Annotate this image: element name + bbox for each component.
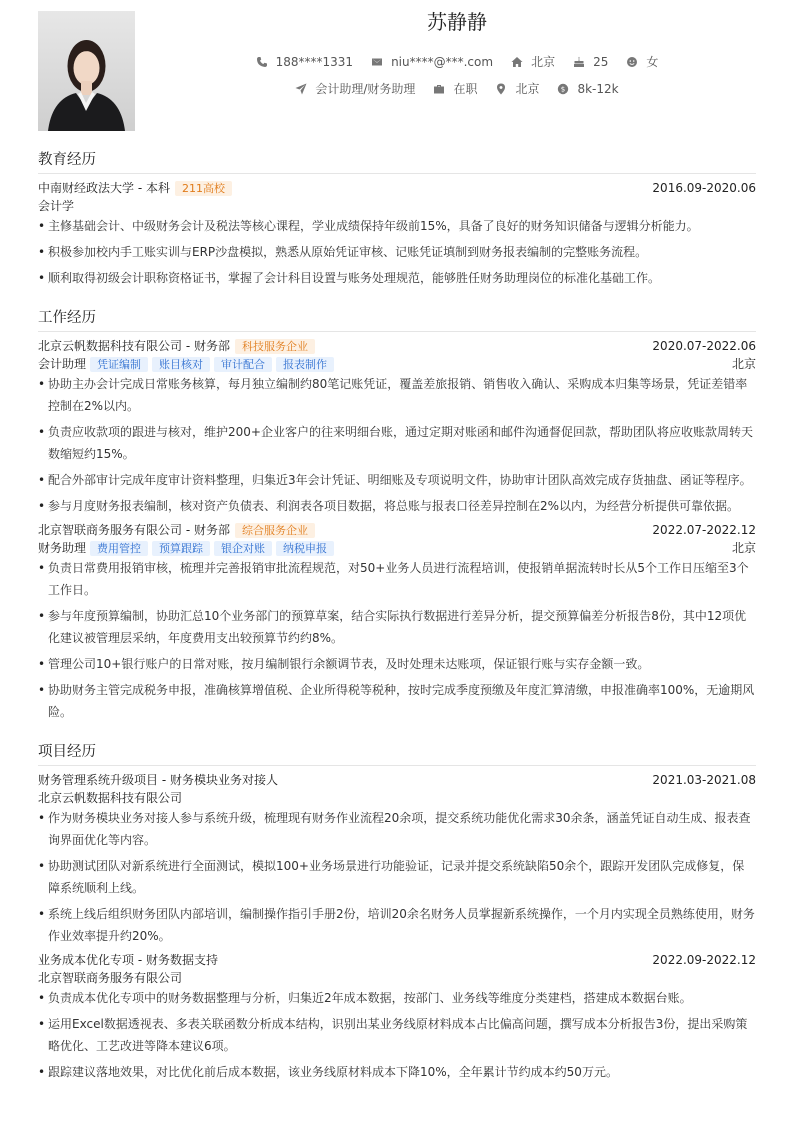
education-header xyxy=(38,180,756,196)
project-bullet: • 运用Excel数据透视表、多表关联函数分析成本结构，识别出某业务线原材料成本占比偏高问题，撰写成本分析报告3份，提出采购策略优化、工艺改进等降本建议6项。 xyxy=(38,1013,756,1057)
status-text: 在职 xyxy=(453,82,478,96)
project-dates: 2021.03-2021.08 xyxy=(652,773,756,787)
job-bullet: • 协助财务主管完成税务申报，准确核算增值税、企业所得税等税种，按时完成季度预缴及年度汇算清缴，申报准确率100%，无逾期风险。 xyxy=(38,679,756,723)
location-pin-icon xyxy=(495,83,507,95)
work-section-title: 工作经历 xyxy=(38,308,756,332)
money-icon xyxy=(557,83,569,95)
phone-icon xyxy=(256,56,268,68)
project-company: 北京云帆数据科技有限公司 xyxy=(38,791,183,805)
project-dates: 2022.09-2022.12 xyxy=(652,953,756,967)
salary-item xyxy=(557,82,618,96)
briefcase-icon xyxy=(433,83,445,95)
education-section-title: 教育经历 xyxy=(38,150,756,174)
job-bullet: • 协助主办会计完成日常账务核算，每月独立编制约80笔记账凭证，覆盖差旅报销、销售收入确认、采购成本归集等场景，凭证差错率控制在2%以内。 xyxy=(38,373,756,417)
project-bullet: • 系统上线后组织财务团队内部培训，编制操作指引手册2份，培训20余名财务人员掌握新系统操作，一个月内实现全员熟练使用，财务作业效率提升约20%。 xyxy=(38,903,756,947)
education-bullet: • 顺利取得初级会计职称资格证书，掌握了会计科目设置与账务处理规范，能够胜任财务助理岗位的标准化基础工作。 xyxy=(38,267,756,289)
company-name: 北京智联商务服务有限公司 - 财务部 xyxy=(38,523,230,537)
company-tag: 科技服务企业 xyxy=(235,339,315,354)
job-location: 北京 xyxy=(731,541,756,555)
skill-tag: 银企对账 xyxy=(214,541,272,556)
skill-tag: 纳税申报 xyxy=(276,541,334,556)
gender-item xyxy=(626,53,658,70)
project-bullet: • 负责成本优化专项中的财务数据整理与分析，归集近2年成本数据，按部门、业务线等维度分类建档，搭建成本数据台账。 xyxy=(38,987,756,1009)
city-item xyxy=(511,53,555,70)
job-intent-row xyxy=(140,80,774,97)
position-item xyxy=(295,80,415,97)
major-text: 会计学 xyxy=(38,199,75,213)
age-item xyxy=(573,55,608,69)
skill-tag: 费用管控 xyxy=(90,541,148,556)
school-tag: 211高校 xyxy=(175,181,232,196)
gender-text: 女 xyxy=(646,55,659,69)
skill-tag: 账目核对 xyxy=(152,357,210,372)
job-role: 会计助理 xyxy=(38,357,87,371)
contact-info-row xyxy=(140,53,774,70)
skill-tag: 审计配合 xyxy=(214,357,272,372)
job-role-row xyxy=(38,540,756,556)
project-section-title: 项目经历 xyxy=(38,742,756,766)
job-role: 财务助理 xyxy=(38,541,87,555)
company-name: 北京云帆数据科技有限公司 - 财务部 xyxy=(38,339,230,353)
gender-icon xyxy=(626,56,638,68)
skill-tag: 预算跟踪 xyxy=(152,541,210,556)
job-dates: 2020.07-2022.06 xyxy=(652,339,756,353)
job-bullet: • 负责应收款项的跟进与核对，维护200+企业客户的往来明细台账，通过定期对账函和邮件沟通督促回款，帮助团队将应收账款周转天数缩短约15%。 xyxy=(38,421,756,465)
email-icon xyxy=(371,56,383,68)
position-text: 会计助理/财务助理 xyxy=(315,82,416,96)
home-icon xyxy=(511,56,523,68)
education-bullet: • 主修基础会计、中级财务会计及税法等核心课程，学业成绩保持年级前15%，具备了良好的财务知识储备与逻辑分析能力。 xyxy=(38,215,756,237)
send-icon xyxy=(295,83,307,95)
project-bullet: • 跟踪建议落地效果，对比优化前后成本数据，该业务线原材料成本下降10%，全年累计节约成本约50万元。 xyxy=(38,1061,756,1083)
email-text: niu****@***.com xyxy=(391,54,494,69)
job-dates: 2022.07-2022.12 xyxy=(652,523,756,537)
education-bullet: • 积极参加校内手工账实训与ERP沙盘模拟，熟悉从原始凭证审核、记账凭证填制到财务报表编制的完整账务流程。 xyxy=(38,241,756,263)
school-name: 中南财经政法大学 - 本科 xyxy=(38,181,170,195)
target-city-text: 北京 xyxy=(515,82,540,96)
status-item xyxy=(433,80,477,97)
education-dates: 2016.09-2020.06 xyxy=(652,181,756,195)
phone-item xyxy=(256,55,353,69)
job-bullet: • 负责日常费用报销审核，梳理并完善报销审批流程规范，对50+业务人员进行流程培训，使报销单据流转时长从5个工作日压缩至3个工作日。 xyxy=(38,557,756,601)
job-role-row xyxy=(38,356,756,372)
email-item xyxy=(371,55,493,69)
project-company-row xyxy=(38,790,756,806)
salary-text: 8k-12k xyxy=(577,81,619,96)
job-header xyxy=(38,338,756,354)
project-header xyxy=(38,952,756,968)
skill-tag: 凭证编制 xyxy=(90,357,148,372)
job-header xyxy=(38,522,756,538)
job-bullet: • 参与年度预算编制，协助汇总10个业务部门的预算草案，结合实际执行数据进行差异分析，提交预算偏差分析报告8份，其中12项优化建议被管理层采纳，年度费用支出较预算节约约8%。 xyxy=(38,605,756,649)
project-bullet: • 作为财务模块业务对接人参与系统升级，梳理现有财务作业流程20余项，提交系统功能优化需求30余条，涵盖凭证自动生成、报表查询界面优化等内容。 xyxy=(38,807,756,851)
project-company-row xyxy=(38,970,756,986)
candidate-name: 苏静静 xyxy=(427,10,487,34)
company-tag: 综合服务企业 xyxy=(235,523,315,538)
education-major xyxy=(38,198,756,214)
job-bullet: • 配合外部审计完成年度审计资料整理，归集近3年会计凭证、明细账及专项说明文件，协助审计团队高效完成存货抽盘、函证等程序。 xyxy=(38,469,756,491)
phone-text: 188****1331 xyxy=(275,54,354,69)
skill-tag: 报表制作 xyxy=(276,357,334,372)
job-bullet: • 管理公司10+银行账户的日常对账，按月编制银行余额调节表，及时处理未达账项，保证银行账与实存金额一致。 xyxy=(38,653,756,675)
city-text: 北京 xyxy=(531,55,556,69)
project-company: 北京智联商务服务有限公司 xyxy=(38,971,183,985)
project-header xyxy=(38,772,756,788)
cake-icon xyxy=(573,56,585,68)
svg-text:$: $ xyxy=(561,85,566,94)
project-bullet: • 协助测试团队对新系统进行全面测试，模拟100+业务场景进行功能验证，记录并提交系统缺陷50余个，跟踪开发团队完成修复，保障系统顺利上线。 xyxy=(38,855,756,899)
job-bullet: • 参与月度财务报表编制，核对资产负债表、利润表各项目数据，将总账与报表口径差异控制在2%以内，为经营分析提供可靠依据。 xyxy=(38,495,756,517)
project-name: 业务成本优化专项 - 财务数据支持 xyxy=(38,953,218,967)
target-city-item xyxy=(495,80,539,97)
age-text: 25 xyxy=(593,54,609,69)
project-name: 财务管理系统升级项目 - 财务模块业务对接人 xyxy=(38,773,278,787)
profile-photo xyxy=(38,11,135,131)
job-location: 北京 xyxy=(731,357,756,371)
